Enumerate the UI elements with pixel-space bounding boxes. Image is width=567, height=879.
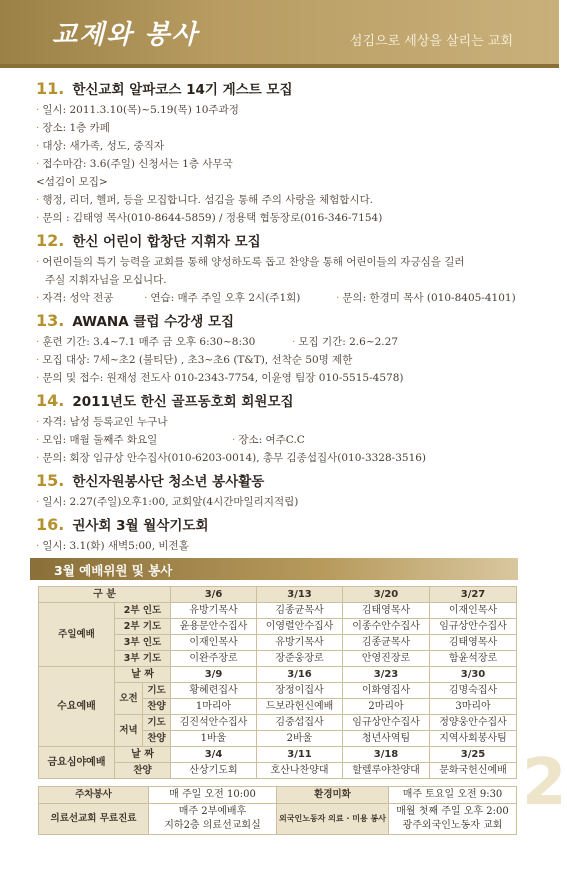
table-cell: 드보라헌신예배: [257, 699, 343, 715]
section-title: 2011년도 한신 골프동호회 회원모집: [72, 394, 294, 410]
table-cell: 김태영목사: [430, 635, 517, 651]
section-line: [36, 333, 526, 351]
line-text: 일시: 2.27(주일)오후1:00, 교회앞(4시간마일리지적립): [42, 496, 299, 508]
table-cell: 김중섭집사: [257, 715, 343, 731]
bullet-dot-icon: ·: [36, 540, 40, 552]
sunday-date: 3/6: [171, 587, 257, 603]
table-row: [39, 787, 517, 804]
header-banner: [0, 0, 559, 68]
table-row: [39, 667, 517, 683]
table-cell: 2바울: [257, 731, 343, 747]
bullet-dot-icon: ·: [36, 140, 40, 152]
bullet-dot-icon: ·: [36, 434, 40, 446]
bullet-dot-icon: ·: [144, 292, 148, 304]
bullet-dot-icon: ·: [36, 496, 40, 508]
line-text: 모임: 매월 둘째주 화요일: [42, 434, 158, 446]
bullet-dot-icon: ·: [36, 336, 40, 348]
line-text: 장소: 여주C.C: [238, 434, 305, 446]
sunday-date: 3/20: [343, 587, 430, 603]
section-heading: [36, 310, 526, 333]
parking-value: 매 주일 오전 10:00: [149, 787, 277, 804]
table-cell: 1마리아: [171, 699, 257, 715]
table-cell: 이영렬안수집사: [257, 619, 343, 635]
section-number: 13.: [36, 311, 65, 330]
table-cell: 임규상안수집사: [430, 619, 517, 635]
section-line: [36, 155, 526, 173]
section-line: [36, 191, 526, 209]
clean-label: 환경미화: [277, 787, 389, 804]
table-cell: 지역사회봉사팀: [430, 731, 517, 747]
bullet-dot-icon: ·: [36, 212, 40, 224]
wednesday-date: 3/16: [257, 667, 343, 683]
section-heading: [36, 390, 526, 413]
table-cell: 함윤석장로: [430, 651, 517, 667]
bullet-dot-icon: ·: [36, 452, 40, 464]
announcement-section: [36, 78, 526, 227]
schedule-table: [38, 586, 517, 779]
line-text: [232, 431, 305, 449]
section-line: [36, 431, 526, 449]
bullet-dot-icon: ·: [36, 122, 40, 134]
announcement-section: [36, 230, 526, 307]
section-title: 권사회 3월 월삭기도회: [72, 518, 209, 534]
section-number: 12.: [36, 231, 65, 250]
section-heading: [36, 514, 526, 537]
table-cell: 김진석안수집사: [171, 715, 257, 731]
table-cell: 이완주장로: [171, 651, 257, 667]
role-label: 찬양: [143, 699, 171, 715]
bullet-dot-icon: ·: [36, 256, 40, 268]
section-line: [36, 537, 526, 555]
table-cell: 김종균목사: [343, 635, 430, 651]
clinic-line: 매주 2부예배후: [178, 806, 247, 817]
line-text: 모집 기간: 2.6~2.27: [298, 336, 399, 348]
section-line: [36, 369, 526, 387]
section-line: [36, 119, 526, 137]
bullet-dot-icon: ·: [292, 336, 296, 348]
date-label: 날 짜: [115, 747, 171, 763]
line-text: 어린이들의 특기 능력을 교회를 통해 양성하도록 돕고 찬양을 통해 어린이들의 자긍심을 길러: [42, 256, 465, 268]
sunday-group-label: 주일예배: [39, 603, 115, 667]
section-title: 한신자원봉사단 청소년 봉사활동: [72, 474, 265, 490]
line-text: 문의: 한경미 목사 (010-8405-4101): [342, 292, 516, 304]
line-text: 일시: 3.1(화) 새벽5:00, 비전홀: [42, 540, 189, 552]
friday-group-label: 금요심야예배: [39, 747, 115, 779]
section-line: [36, 351, 526, 369]
table-cell: 할렐루야찬양대: [343, 763, 430, 779]
evening-label: 저녁: [115, 715, 143, 747]
page-number: 2: [522, 746, 567, 820]
line-text: 자격: 남성 등록교인 누구나: [42, 416, 168, 428]
line-text: 일시: 2011.3.10(목)~5.19(목) 10주과정: [42, 104, 239, 116]
foreign-label: 외국인노동자 의료 · 미용 봉사: [277, 804, 389, 835]
section-line: [36, 101, 526, 119]
sunday-date: 3/13: [257, 587, 343, 603]
section-line: [36, 137, 526, 155]
bullet-dot-icon: ·: [36, 292, 40, 304]
bullet-dot-icon: ·: [36, 372, 40, 384]
role-label: 3부 기도: [115, 651, 171, 667]
table-cell: 유방기목사: [171, 603, 257, 619]
table-cell: 유방기목사: [257, 635, 343, 651]
role-label: 기도: [143, 715, 171, 731]
table-cell: 문화국헌신예배: [430, 763, 517, 779]
wednesday-group-label: 수요예배: [39, 667, 115, 747]
section-title: 한신교회 알파코스 14기 게스트 모집: [72, 82, 293, 98]
table-row: [39, 804, 517, 835]
table-cell: 2마리아: [343, 699, 430, 715]
table-cell: 윤용문안수집사: [171, 619, 257, 635]
section-heading: [36, 230, 526, 253]
page-subtitle: 섬김으로 세상을 살리는 교회: [349, 34, 513, 49]
table-cell: 산상기도회: [171, 763, 257, 779]
table-cell: 이재인목사: [430, 603, 517, 619]
section-line: [36, 253, 526, 271]
friday-date: 3/11: [257, 747, 343, 763]
role-label: 2부 인도: [115, 603, 171, 619]
wednesday-date: 3/9: [171, 667, 257, 683]
section-number: 16.: [36, 515, 65, 534]
line-text: 문의 및 접수: 원재성 전도사 010-2343-7754, 이윤영 팀장 010-5515-4578): [42, 372, 404, 384]
sunday-date: 3/27: [430, 587, 517, 603]
line-text: 대상: 새가족, 성도, 중직자: [42, 140, 164, 152]
table-cell: 장정이집사: [257, 683, 343, 699]
role-label: 2부 기도: [115, 619, 171, 635]
clinic-line: 지하2층 의료선교회실: [164, 820, 261, 831]
table-cell: 3마리아: [430, 699, 517, 715]
service-table: [38, 786, 517, 835]
table-cell: 이재인목사: [171, 635, 257, 651]
table-cell: 임규상안수집사: [343, 715, 430, 731]
section-heading: [36, 78, 526, 101]
parking-label: 주차봉사: [39, 787, 149, 804]
table-cell: 호산나찬양대: [257, 763, 343, 779]
role-label: 3부 인도: [115, 635, 171, 651]
foreign-line: 매월 첫째 주일 오후 2:00: [396, 806, 509, 817]
schedule-banner: [30, 558, 518, 580]
section-line: [36, 289, 526, 307]
morning-label: 오전: [115, 683, 143, 715]
section-title: AWANA 클럽 수강생 모집: [72, 314, 235, 330]
announcement-section: [36, 514, 526, 555]
section-line: [36, 173, 526, 191]
table-cell: 안영진장로: [343, 651, 430, 667]
clinic-value: [149, 804, 277, 835]
table-cell: 이종수안수집사: [343, 619, 430, 635]
line-text: <섬김이 모집>: [36, 176, 108, 188]
role-label: 찬양: [115, 763, 171, 779]
table-cell: 1바울: [171, 731, 257, 747]
bullet-dot-icon: ·: [336, 292, 340, 304]
announcement-section: [36, 470, 526, 511]
line-text: 접수마감: 3.6(주일) 신청서는 1층 사무국: [42, 158, 233, 170]
line-text: 주실 지휘자님을 모십니다.: [45, 274, 167, 286]
line-text: 행정, 리더, 헬퍼, 등을 모집합니다. 섬김을 통해 주의 사랑을 체험합시다.: [42, 194, 374, 206]
schedule-header-row: [39, 587, 517, 603]
section-line: [36, 493, 526, 511]
line-text: [336, 289, 516, 307]
friday-date: 3/18: [343, 747, 430, 763]
schedule-title: 3월 예배위원 및 봉사: [54, 563, 173, 578]
header-label: 구 분: [39, 587, 171, 603]
line-text: [144, 289, 300, 307]
section-number: 11.: [36, 79, 65, 98]
bullet-dot-icon: ·: [36, 104, 40, 116]
section-title: 한신 어린이 합창단 지휘자 모집: [72, 234, 261, 250]
page-title: 교제와 봉사: [52, 20, 199, 50]
friday-date: 3/4: [171, 747, 257, 763]
clean-value: 매주 토요일 오전 9:30: [389, 787, 517, 804]
section-number: 14.: [36, 391, 65, 410]
section-line: [36, 271, 526, 289]
foreign-line: 광주외국인노동자 교회: [402, 820, 503, 831]
line-text: [292, 333, 398, 351]
line-text: 연습: 매주 주일 오후 2시(주1회): [150, 292, 301, 304]
friday-date: 3/25: [430, 747, 517, 763]
table-cell: 김태영목사: [343, 603, 430, 619]
wednesday-date: 3/23: [343, 667, 430, 683]
role-label: 찬양: [143, 731, 171, 747]
section-line: [36, 413, 526, 431]
table-cell: 이화영집사: [343, 683, 430, 699]
table-row: [39, 603, 517, 619]
line-text: 장소: 1층 카페: [42, 122, 110, 134]
wednesday-date: 3/30: [430, 667, 517, 683]
date-label: 날 짜: [115, 667, 171, 683]
announcement-section: [36, 310, 526, 387]
line-text: 훈련 기간: 3.4~7.1 매주 금 오후 6:30~8:30: [42, 336, 256, 348]
line-text: 문의: 회장 임규상 안수집사(010-6203-0014), 총무 김종섭집사(010-3328-3516): [42, 452, 427, 464]
bullet-dot-icon: ·: [232, 434, 236, 446]
clinic-label: 의료선교회 무료진료: [39, 804, 149, 835]
announcement-section: [36, 390, 526, 467]
bullet-dot-icon: ·: [36, 416, 40, 428]
line-text: 문의 : 김태영 목사(010-8644-5859) / 정용택 협동장로(016-346-7154): [42, 212, 383, 224]
table-cell: 청년사역팀: [343, 731, 430, 747]
table-cell: 황혜련집사: [171, 683, 257, 699]
table-cell: 김종균목사: [257, 603, 343, 619]
section-heading: [36, 470, 526, 493]
section-number: 15.: [36, 471, 65, 490]
section-line: [36, 209, 526, 227]
table-cell: 김명숙집사: [430, 683, 517, 699]
bullet-dot-icon: ·: [36, 194, 40, 206]
table-row: [39, 747, 517, 763]
role-label: 기도: [143, 683, 171, 699]
table-cell: 장준웅장로: [257, 651, 343, 667]
announcement-list: [36, 78, 526, 558]
section-line: [36, 449, 526, 467]
table-cell: 정양웅안수집사: [430, 715, 517, 731]
line-text: 자격: 성악 전공: [42, 292, 114, 304]
bullet-dot-icon: ·: [36, 354, 40, 366]
line-text: 모집 대상: 7세~초2 (불티단) , 초3~초6 (T&T), 선착순 50명 제한: [42, 354, 353, 366]
bullet-dot-icon: ·: [36, 158, 40, 170]
foreign-value: [389, 804, 517, 835]
